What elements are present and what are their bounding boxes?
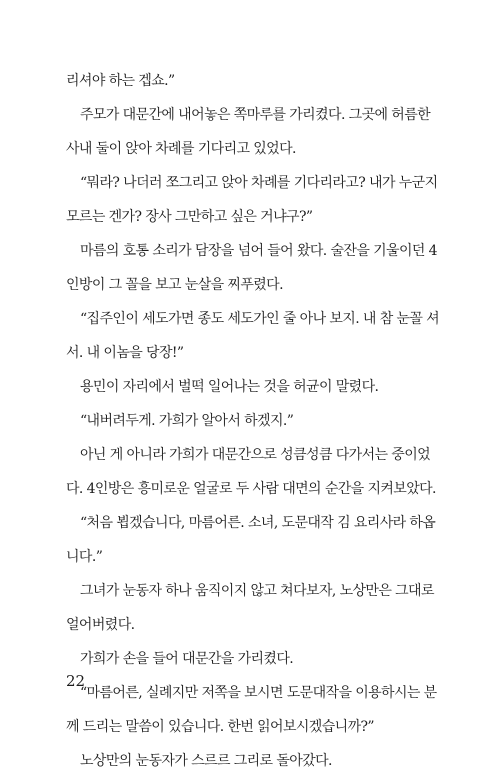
text-line: 마름의 호통 소리가 담장을 넘어 들어 왔다. 술잔을 기울이던 4 <box>80 243 437 259</box>
text-line: 께 드리는 말씀이 있습니다. 한번 읽어보시겠습니까?” <box>66 719 374 735</box>
text-line: “마름어른, 실례지만 저쪽을 보시면 도문대작을 이용하시는 분 <box>80 685 437 701</box>
text-line: “내버려두게. 가희가 알아서 하겠지.” <box>80 413 294 429</box>
page-number: 22 <box>66 672 86 690</box>
text-line: 사내 둘이 앉아 차례를 기다리고 있었다. <box>66 141 296 157</box>
body-text <box>66 64 440 778</box>
text-line: 노상만의 눈동자가 스르르 그리로 돌아갔다. <box>80 753 332 769</box>
text-line: 리셔야 하는 겝쇼.” <box>66 73 175 89</box>
text-line: “뭐라? 나더러 쪼그리고 앉아 차례를 기다리라고? 내가 누군지 <box>80 175 438 191</box>
text-line: “집주인이 세도가면 종도 세도가인 줄 아나 보지. 내 참 눈꼴 셔 <box>80 311 440 327</box>
text-line: 모르는 겐가? 장사 그만하고 싶은 거냐구?” <box>66 209 313 225</box>
text-line: 그녀가 눈동자 하나 움직이지 않고 쳐다보자, 노상만은 그대로 <box>80 583 434 599</box>
text-line: 얼어버렸다. <box>66 617 135 633</box>
text-line: 서. 내 이놈을 당장!” <box>66 345 184 361</box>
text-line: 니다.” <box>66 549 103 565</box>
text-line: 용민이 자리에서 벌떡 일어나는 것을 허균이 말렸다. <box>80 379 379 395</box>
text-line: 다. 4인방은 흥미로운 얼굴로 두 사람 대면의 순간을 지켜보았다. <box>66 481 436 497</box>
text-line: 가희가 손을 들어 대문간을 가리켰다. <box>80 651 294 667</box>
text-line: 인방이 그 꼴을 보고 눈살을 찌푸렸다. <box>66 277 283 293</box>
text-line: “처음 뵙겠습니다, 마름어른. 소녀, 도문대작 김 요리사라 하옵 <box>80 515 436 531</box>
text-line: 주모가 대문간에 내어놓은 쪽마루를 가리켰다. 그곳에 허름한 <box>80 107 431 123</box>
text-line: 아닌 게 아니라 가희가 대문간으로 성큼성큼 다가서는 중이었 <box>80 447 431 463</box>
